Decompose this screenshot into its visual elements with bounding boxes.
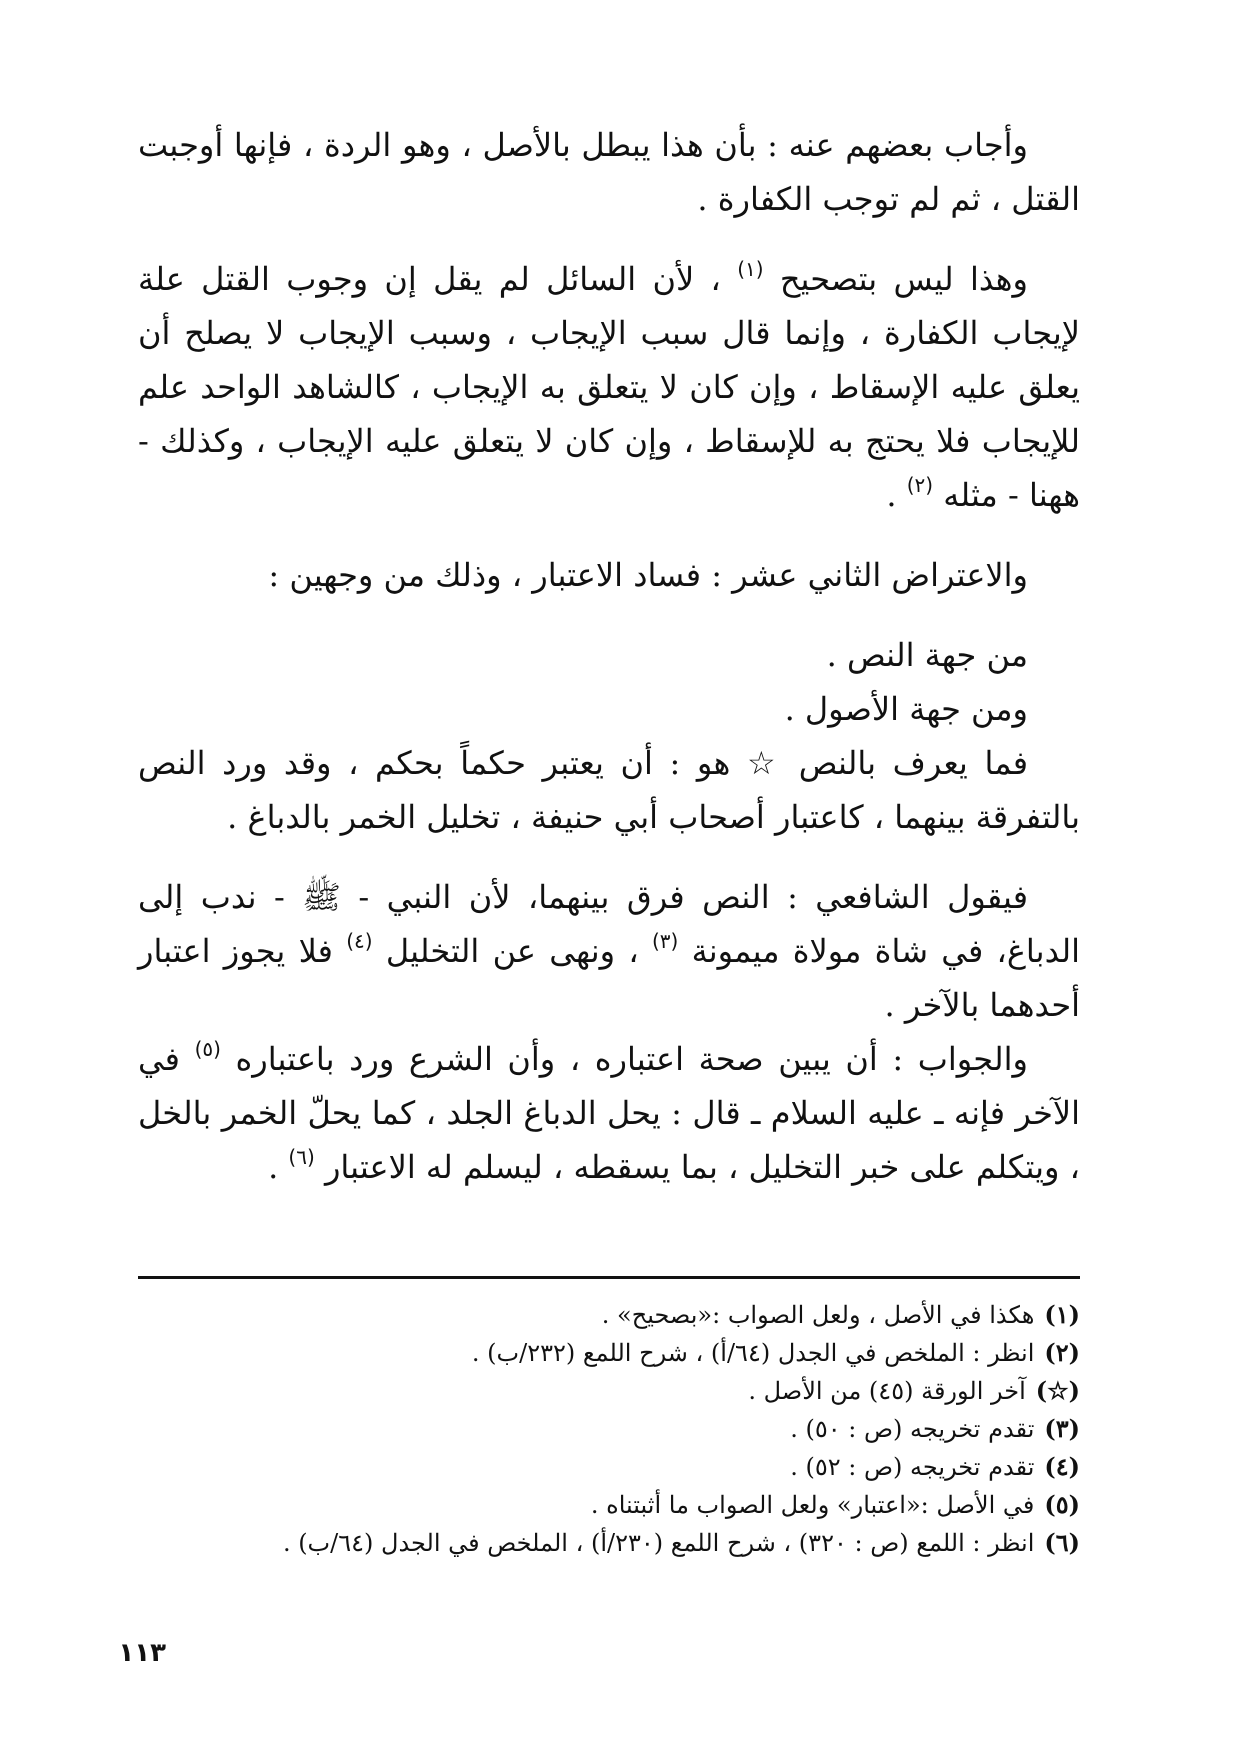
footnote-marker: (☆) — [1035, 1376, 1080, 1405]
paragraph-2-end: . — [886, 476, 897, 514]
footnote-ref-3[interactable]: (٣) — [651, 929, 679, 953]
footnote-ref-4[interactable]: (٤) — [346, 929, 373, 953]
footnote-marker: (٢) — [1044, 1338, 1080, 1367]
footnote-item — [138, 1372, 1080, 1410]
paragraph-7-end: فلا يجوز اعتبار أحدهما بالآخر . — [138, 932, 1080, 1024]
footnote-marker: (٥) — [1044, 1490, 1080, 1519]
paragraph-5: ومن جهة الأصول . — [784, 690, 1028, 728]
footnote-divider — [138, 1276, 1080, 1279]
paragraph-2-body: ، لأن السائل لم يقل إن وجوب القتل علة لإيجاب الكفارة ، وإنما قال سبب الإيجاب ، وسبب الإيجاب لا يصلح أن يعلق عليه الإسقاط ، وإن كان لا يتعلق به الإيجاب ، كالشاهد الواحد علم للإيجاب فلا يحتج به للإسقاط ، وإن كان لا يتعلق عليه الإيجاب ، وكذلك - ههنا - مثله — [138, 260, 1081, 514]
paragraph-2 — [138, 252, 1080, 522]
footnote-text: في الأصل :«اعتبار» ولعل الصواب ما أثبتناه . — [590, 1491, 1035, 1519]
footnote-text: تقدم تخريجه (ص : ٥٢) . — [790, 1453, 1035, 1481]
footnote-marker: (١) — [1044, 1300, 1080, 1329]
footnote-text: انظر : اللمع (ص : ٣٢٠) ، شرح اللمع (٢٣٠/أ) ، الملخص في الجدل (٦٤/ب) . — [282, 1529, 1035, 1557]
paragraph-2-start: وهذا ليس بتصحيح — [779, 260, 1028, 298]
footnote-marker: (٣) — [1044, 1414, 1080, 1443]
main-text — [138, 118, 1080, 1194]
paragraph-1: وأجاب بعضهم عنه : بأن هذا يبطل بالأصل ، وهو الردة ، فإنها أوجبت القتل ، ثم لم توجب الكفارة . — [138, 126, 1080, 218]
footnote-item — [138, 1448, 1080, 1486]
footnote-item — [138, 1296, 1080, 1334]
paragraph-6: فما يعرف بالنص ☆ هو : أن يعتبر حكماً بحكم ، وقد ورد النص بالتفرقة بينهما ، كاعتبار أصحاب أبي حنيفة ، تخليل الخمر بالدباغ . — [138, 744, 1080, 836]
page-number: ١١٣ — [118, 1638, 166, 1668]
footnotes — [138, 1296, 1080, 1562]
footnote-ref-6[interactable]: (٦) — [288, 1145, 315, 1169]
footnote-marker: (٤) — [1044, 1452, 1080, 1481]
paragraph-7 — [138, 870, 1080, 1032]
paragraph-7-middle: ، ونهى عن التخليل — [385, 932, 639, 970]
paragraph-8-body: في الآخر فإنه ـ عليه السلام ـ قال : يحل الدباغ الجلد ، كما يحلّ الخمر بالخل ، ويتكلم على خبر التخليل ، بما يسقطه ، ليسلم له الاعتبار — [138, 1040, 1080, 1186]
footnote-text: هكذا في الأصل ، ولعل الصواب :«بصحيح» . — [601, 1301, 1035, 1329]
footnote-text: آخر الورقة (٤٥) من الأصل . — [748, 1377, 1026, 1405]
paragraph-7-start: فيقول الشافعي : النص فرق بينهما، لأن النبي - ﷺ - ندب إلى الدباغ، في شاة مولاة ميمونة — [138, 878, 1081, 970]
footnote-item — [138, 1334, 1080, 1372]
footnote-text: انظر : الملخص في الجدل (٦٤/أ) ، شرح اللمع (٢٣٢/ب) . — [471, 1339, 1035, 1367]
footnote-ref-2[interactable]: (٢) — [906, 473, 934, 497]
footnote-marker: (٦) — [1044, 1528, 1080, 1557]
footnote-ref-1[interactable]: (١) — [737, 257, 764, 281]
footnote-item — [138, 1486, 1080, 1524]
footnote-item — [138, 1524, 1080, 1562]
paragraph-8-start: والجواب : أن يبين صحة اعتباره ، وأن الشرع ورد باعتباره — [235, 1040, 1029, 1078]
footnote-ref-5[interactable]: (٥) — [194, 1037, 221, 1061]
footnote-text: تقدم تخريجه (ص : ٥٠) . — [790, 1415, 1035, 1443]
paragraph-8 — [138, 1032, 1080, 1194]
paragraph-8-end: . — [268, 1148, 279, 1186]
paragraph-3: والاعتراض الثاني عشر : فساد الاعتبار ، وذلك من وجهين : — [268, 556, 1028, 594]
paragraph-4: من جهة النص . — [826, 636, 1028, 674]
footnote-item — [138, 1410, 1080, 1448]
